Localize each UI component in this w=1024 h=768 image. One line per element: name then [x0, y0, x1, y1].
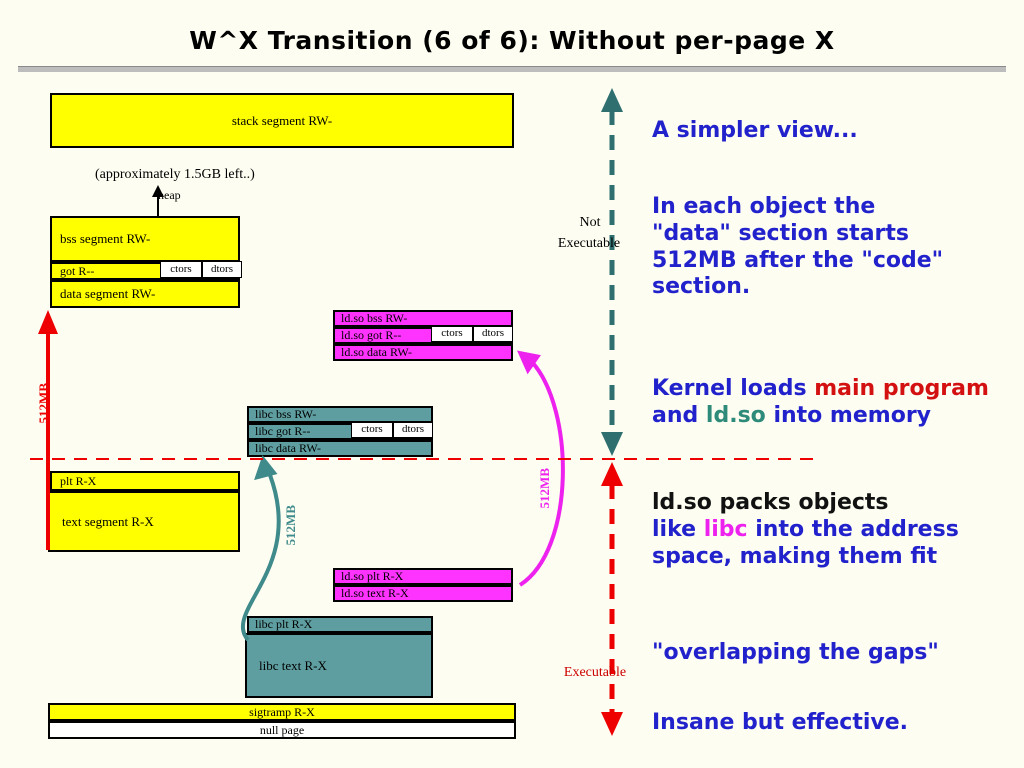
executable-arrow-icon	[590, 462, 640, 737]
stack-segment-block: stack segment RW-	[50, 93, 514, 148]
note-data-section	[652, 194, 1024, 301]
note-overlapping-gaps: "overlapping the gaps"	[652, 640, 939, 665]
note-ldso-packs-ldso: ld.so	[652, 490, 712, 515]
ldso-ctors-block: ctors	[431, 326, 473, 342]
data-segment-block: data segment RW-	[50, 280, 240, 308]
note-simpler-view: A simpler view...	[652, 118, 858, 143]
libc-dtors-block: dtors	[393, 422, 433, 438]
libc-plt-block: libc plt R-X	[247, 616, 433, 633]
main-512mb-label: 512MB	[36, 383, 51, 424]
heap-label: heap	[158, 188, 181, 202]
libc-text-block: libc text R-X	[245, 633, 433, 698]
not-executable-label-line1: Not	[579, 215, 601, 230]
libc-bss-block: libc bss RW-	[247, 406, 433, 423]
dtors-block: dtors	[202, 261, 242, 278]
ldso-bss-block: ld.so bss RW-	[333, 310, 513, 327]
not-executable-arrow-icon	[590, 88, 640, 458]
note-data-section-line2: "data" section starts	[652, 220, 910, 246]
note-ldso-packs-c: like	[652, 516, 704, 542]
note-ldso-packs-libc: libc	[703, 516, 748, 542]
note-ldso-packs-b: packs objects	[711, 490, 889, 515]
note-kernel-loads-ldso: ld.so	[705, 402, 766, 428]
main-512mb-arrow-icon	[28, 300, 68, 560]
note-insane-effective: Insane but effective.	[652, 710, 908, 735]
note-kernel-loads-a: Kernel loads	[652, 376, 815, 401]
text-segment-block: text segment R-X	[48, 491, 240, 552]
not-executable-label-line2: Executable	[557, 236, 621, 251]
bss-segment-block: bss segment RW-	[50, 216, 240, 262]
libc-ctors-block: ctors	[351, 422, 393, 438]
note-ldso-packs	[652, 490, 1024, 570]
note-data-section-line4: section.	[652, 274, 751, 300]
ldso-dtors-block: dtors	[473, 326, 513, 342]
note-ldso-packs-f: space, making them fit	[652, 543, 938, 569]
ldso-plt-block: ld.so plt R-X	[333, 568, 513, 585]
note-kernel-loads-e: into memory	[765, 402, 932, 428]
libc-data-block: libc data RW-	[247, 440, 433, 457]
ldso-got-block: ld.so got R--	[333, 327, 513, 344]
sigtramp-block: sigtramp R-X	[48, 703, 516, 721]
title-divider	[18, 66, 1006, 72]
note-data-section-line1: In each object the	[652, 194, 876, 219]
note-data-section-line3: 512MB after the "code"	[652, 247, 944, 273]
note-kernel-loads-main-program: main program	[814, 376, 989, 401]
got-block: got R--	[50, 262, 240, 280]
libc-512mb-arrow-icon	[230, 440, 320, 660]
libc-got-block: libc got R--	[247, 423, 433, 440]
note-ldso-packs-e: into the address	[747, 516, 959, 542]
ldso-512mb-label: 512MB	[537, 468, 552, 509]
ldso-512mb-arrow-icon	[500, 330, 590, 600]
note-kernel-loads	[652, 376, 1024, 430]
executable-label: Executable	[563, 665, 627, 680]
page-title: W^X Transition (6 of 6): Without per-page X	[189, 26, 835, 55]
note-kernel-loads-c: and	[652, 402, 706, 428]
gap-note-label: (approximately 1.5GB left..)	[95, 167, 255, 182]
plt-block: plt R-X	[50, 471, 240, 491]
libc-512mb-label: 512MB	[283, 505, 298, 546]
ldso-text-block: ld.so text R-X	[333, 585, 513, 602]
ctors-block: ctors	[160, 261, 202, 278]
ldso-data-block: ld.so data RW-	[333, 344, 513, 361]
null-page-block: null page	[48, 721, 516, 739]
wx-boundary-line	[30, 455, 820, 463]
